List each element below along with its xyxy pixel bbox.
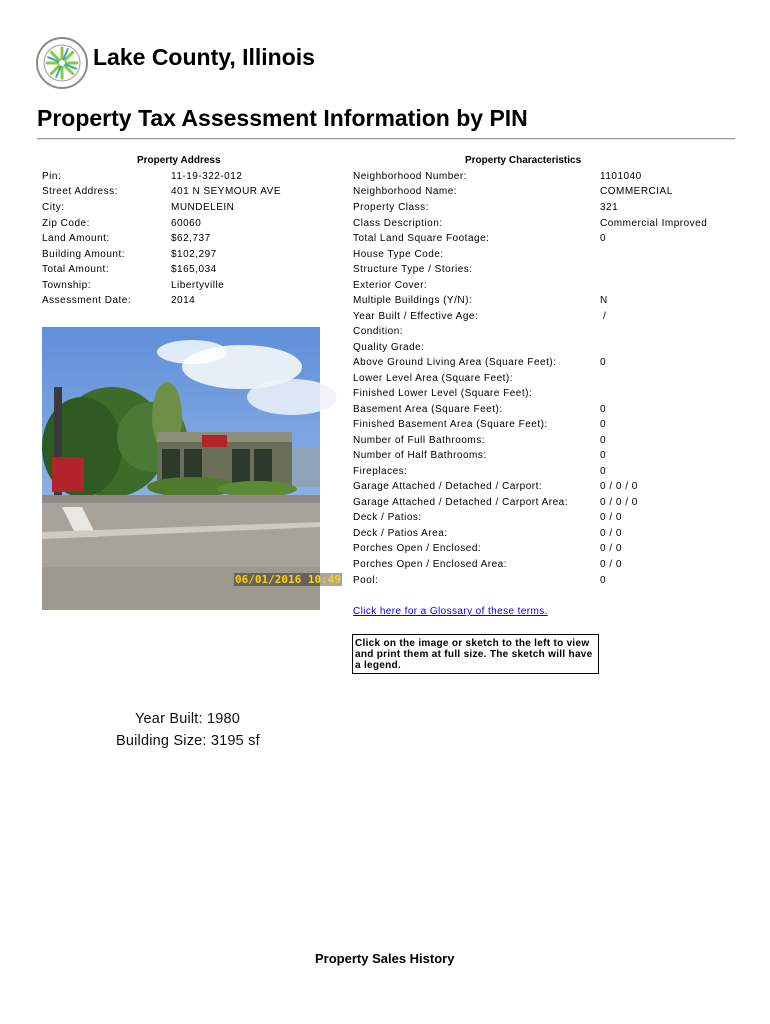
char-label: Porches Open / Enclosed Area:: [353, 559, 508, 570]
char-value: 0: [600, 357, 607, 368]
char-label: Condition:: [353, 326, 404, 337]
building-sketch[interactable]: [110, 706, 270, 766]
char-value: 0 / 0: [600, 528, 622, 539]
total-amount-value: $165,034: [171, 264, 217, 275]
photo-timestamp: 06/01/2016 10:49: [235, 573, 341, 586]
char-label: Fireplaces:: [353, 466, 408, 477]
pin-value: 11-19-322-012: [171, 171, 243, 182]
char-label: Class Description:: [353, 218, 443, 229]
char-label: Garage Attached / Detached / Carport Area:: [353, 497, 569, 508]
char-value: 0 / 0: [600, 543, 622, 554]
char-value: 1101040: [600, 171, 642, 182]
zip-code-label: Zip Code:: [42, 218, 90, 229]
property-characteristics-heading: Property Characteristics: [465, 155, 582, 166]
assessment-date-label: Assessment Date:: [42, 295, 132, 306]
char-label: Deck / Patios:: [353, 512, 422, 523]
char-label: Garage Attached / Detached / Carport:: [353, 481, 543, 492]
sketch-building-size: Building Size: 3195 sf: [116, 733, 260, 749]
title-divider: [37, 138, 735, 140]
char-value: Commercial Improved: [600, 218, 708, 229]
char-label: Number of Full Bathrooms:: [353, 435, 485, 446]
char-label: Number of Half Bathrooms:: [353, 450, 487, 461]
char-value: 0: [600, 435, 607, 446]
city-label: City:: [42, 202, 65, 213]
page-title: Property Tax Assessment Information by PIN: [37, 105, 528, 131]
char-label: Deck / Patios Area:: [353, 528, 448, 539]
char-label: Quality Grade:: [353, 342, 425, 353]
property-address-heading: Property Address: [137, 155, 221, 166]
char-value: 0: [600, 450, 607, 461]
char-label: Exterior Cover:: [353, 280, 428, 291]
char-value: 0: [600, 404, 607, 415]
char-value: 0: [600, 419, 607, 430]
char-label: Year Built / Effective Age:: [353, 311, 479, 322]
char-value: /: [603, 311, 607, 322]
char-label: Neighborhood Name:: [353, 186, 458, 197]
city-value: MUNDELEIN: [171, 202, 235, 213]
zip-code-value: 60060: [171, 218, 202, 229]
char-label: Neighborhood Number:: [353, 171, 467, 182]
char-label: Basement Area (Square Feet):: [353, 404, 503, 415]
county-title: Lake County, Illinois: [93, 44, 315, 70]
char-value: 0: [600, 575, 607, 586]
char-label: Porches Open / Enclosed:: [353, 543, 482, 554]
land-amount-value: $62,737: [171, 233, 211, 244]
char-label: Multiple Buildings (Y/N):: [353, 295, 473, 306]
char-value: 0 / 0 / 0: [600, 497, 638, 508]
char-value: 0: [600, 233, 607, 244]
char-label: Lower Level Area (Square Feet):: [353, 373, 514, 384]
lake-county-seal-icon: [36, 37, 88, 89]
print-instructions-note: Click on the image or sketch to the left to view and print them at full size. The sketch will have a legend.: [352, 634, 599, 674]
char-value: COMMERCIAL: [600, 186, 673, 197]
glossary-link[interactable]: Click here for a Glossary of these terms.: [353, 606, 548, 617]
building-amount-label: Building Amount:: [42, 249, 126, 260]
char-value: 0 / 0 / 0: [600, 481, 638, 492]
township-label: Township:: [42, 280, 91, 291]
township-value: Libertyville: [171, 280, 225, 291]
char-label: Total Land Square Footage:: [353, 233, 490, 244]
char-label: Finished Lower Level (Square Feet):: [353, 388, 533, 399]
char-label: Structure Type / Stories:: [353, 264, 473, 275]
char-label: Above Ground Living Area (Square Feet):: [353, 357, 557, 368]
property-photo[interactable]: [42, 327, 341, 610]
char-label: Pool:: [353, 575, 379, 586]
char-value: 321: [600, 202, 619, 213]
street-address-label: Street Address:: [42, 186, 118, 197]
total-amount-label: Total Amount:: [42, 264, 110, 275]
land-amount-label: Land Amount:: [42, 233, 110, 244]
assessment-date-value: 2014: [171, 295, 196, 306]
char-value: 0 / 0: [600, 512, 622, 523]
pin-label: Pin:: [42, 171, 62, 182]
char-label: Finished Basement Area (Square Feet):: [353, 419, 548, 430]
char-label: Property Class:: [353, 202, 429, 213]
char-value: 0: [600, 466, 607, 477]
building-amount-value: $102,297: [171, 249, 217, 260]
street-address-value: 401 N SEYMOUR AVE: [171, 186, 282, 197]
char-label: House Type Code:: [353, 249, 444, 260]
sketch-year-built: Year Built: 1980: [135, 711, 241, 727]
char-value: N: [600, 295, 608, 306]
sales-history-heading: Property Sales History: [315, 951, 455, 966]
char-value: 0 / 0: [600, 559, 622, 570]
